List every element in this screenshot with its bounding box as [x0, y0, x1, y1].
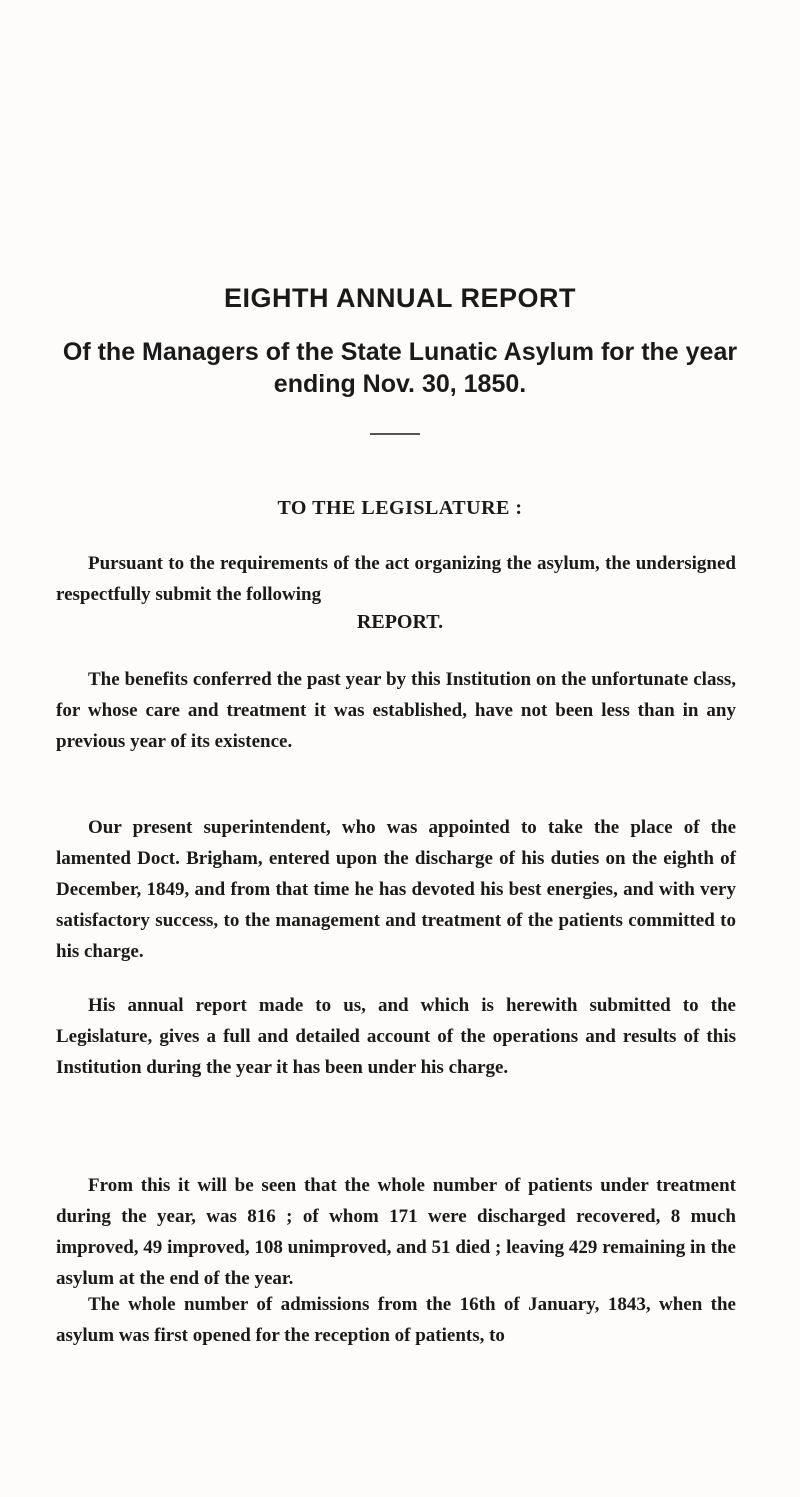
address-line: TO THE LEGISLATURE : — [277, 497, 523, 519]
intro-paragraph: Pursuant to the requirements of the act organizing the asylum, the undersigned respectfully submit the following — [56, 553, 736, 605]
body-paragraph: Our present superintendent, who was appointed to take the place of the lamented Doct. Brigham, entered upon the discharge of his duties on the eighth of December, 1849, and from that time he has devoted his best energies, and with very satisfactory success, to the management and treatment of the patients committed to his charge. — [56, 817, 736, 962]
section-divider — [370, 433, 420, 435]
body-paragraph: The whole number of admissions from the 16th of January, 1843, when the asylum was first opened for the reception of patients, to — [56, 1294, 736, 1346]
body-paragraph: The benefits conferred the past year by this Institution on the unfortunate class, for whose care and treatment it was established, have not been less than in any previous year of its existence. — [56, 669, 736, 752]
body-paragraph: His annual report made to us, and which is herewith submitted to the Legislature, gives a full and detailed account of the operations and results of this Institution during the year it has been under his charge. — [56, 995, 736, 1078]
report-heading: REPORT. — [356, 611, 444, 633]
report-title: EIGHTH ANNUAL REPORT — [223, 283, 576, 313]
body-paragraph: From this it will be seen that the whole number of patients under treatment during the year, was 816 ; of whom 171 were discharged recovered, 8 much improved, 49 improved, 108 unimproved, and 51 died ; leaving 429 remaining in the asylum at the end of the year. — [56, 1175, 736, 1289]
report-subtitle: Of the Managers of the State Lunatic Asylum for the year ending Nov. 30, 1850. — [62, 338, 738, 398]
